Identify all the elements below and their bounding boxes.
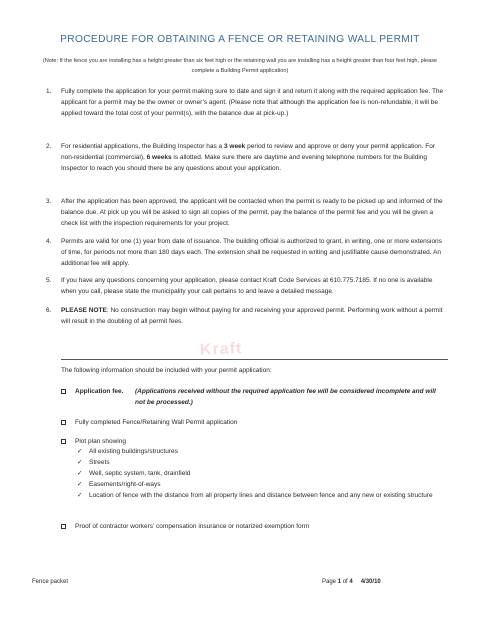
insurance-proof-label: Proof of contractor workers’ compensation insurance or notarized exemption form xyxy=(75,523,310,530)
review-period-residential: 3 week xyxy=(223,143,246,150)
intro-note: (Note: If the fence you are installing has a height greater than six feet high or the retaining wall you are installing has a height greater than four feet high, please complete a Building Permit application) xyxy=(42,58,438,74)
plot-sub-item-text: Easements/right-of-ways xyxy=(89,481,161,488)
checkmark-icon: ✓ xyxy=(77,481,83,488)
footer-page-total: 4 xyxy=(349,579,353,585)
checkbox-icon xyxy=(61,389,66,394)
watermark-stamp: Kraft xyxy=(199,340,243,359)
checklist-intro: The following information should be included with your permit application: xyxy=(61,367,272,374)
footer-page-info xyxy=(322,579,381,585)
step-text: If you have any questions concerning your application, please contact Kraft Code Services at 610.775.7185. If no one is available when you call, please state the municipality your call pertains to and leave a detailed message. xyxy=(61,277,433,295)
footer-page-of: of xyxy=(341,579,350,585)
step-text: Permits are valid for one (1) year from date of issuance. The building official is authorized to grant, in writing, one or more extensions of time, for periods not more than 180 days each. The extension shall be requested in writing and justifiable cause demonstrated. An additional fee will apply. xyxy=(61,238,442,267)
please-note-label: PLEASE NOTE xyxy=(61,307,107,314)
step-text-part: is allotted. Make sure there are daytime and evening telephone numbers for the Building Inspector to reach you should there be any questions about your application. xyxy=(61,154,428,172)
step-number: 5. xyxy=(46,277,52,284)
plot-plan-label: Plot plan showing xyxy=(75,438,126,445)
step-text xyxy=(61,305,448,327)
step-text-part: period to review and approve or deny your permit application. For non-residential (commercial), xyxy=(61,143,435,161)
step-number: 3. xyxy=(46,198,52,205)
step-text-part: : No construction may begin without paying for and receiving your approved permit. Performing work without a permit will result in the doubling of all permit fees. xyxy=(61,307,443,325)
plot-sub-item-text: Streets xyxy=(89,459,110,466)
step-text: Fully complete the application for your permit making sure to date and sign it and return it along with the required application fee. The applicant for a permit may be the owner or owner’s agent. (Please note that although the application fee is non-refundable, it will be applied toward the total cost of your permit(s), with the balance due at pick-up.) xyxy=(61,88,444,117)
plot-sub-item-text: Well, septic system, tank, drainfield xyxy=(89,470,191,477)
fee-note: (Applications received without the required application fee will be considered incomplete and will not be processed.) xyxy=(135,388,436,406)
footer-page-prefix: Page xyxy=(322,579,338,585)
fee-label: Application fee. xyxy=(75,388,124,395)
checkbox-icon xyxy=(61,439,66,444)
footer-date: 4/30/10 xyxy=(360,579,381,585)
checkmark-icon: ✓ xyxy=(77,459,83,466)
review-period-commercial: 6 weeks xyxy=(146,154,172,161)
step-text: After the application has been approved, the applicant will be contacted when the permit is ready to be picked up and informed of the balance due. At pick up you will be asked to sign all copies of the permit, pay the balance of the permit fee and you will be given a check list with the inspection requirements for your project. xyxy=(61,198,443,227)
step-number: 4. xyxy=(46,238,52,245)
checkbox-icon xyxy=(61,524,66,529)
step-number: 6. xyxy=(46,307,52,314)
footer-page-number: 1 xyxy=(337,579,342,585)
page-title: PROCEDURE FOR OBTAINING A FENCE OR RETAINING WALL PERMIT xyxy=(60,34,420,45)
divider xyxy=(61,359,448,360)
checkmark-icon: ✓ xyxy=(77,470,83,477)
step-text-part: For residential applications, the Building Inspector has a xyxy=(61,143,224,150)
checkbox-icon xyxy=(61,420,66,425)
step-number: 1. xyxy=(46,88,52,95)
completed-application-label: Fully completed Fence/Retaining Wall Permit application xyxy=(75,419,238,426)
footer-document-name: Fence packet xyxy=(32,579,69,585)
step-number: 2. xyxy=(46,143,52,150)
checkmark-icon: ✓ xyxy=(77,492,83,499)
plot-sub-item-text: All existing buildings/structures xyxy=(89,448,178,455)
plot-sub-item-text: Location of fence with the distance from all property lines and distance between fence and any new or existing structure xyxy=(89,492,433,499)
step-text xyxy=(61,141,448,174)
checkmark-icon: ✓ xyxy=(77,448,83,455)
